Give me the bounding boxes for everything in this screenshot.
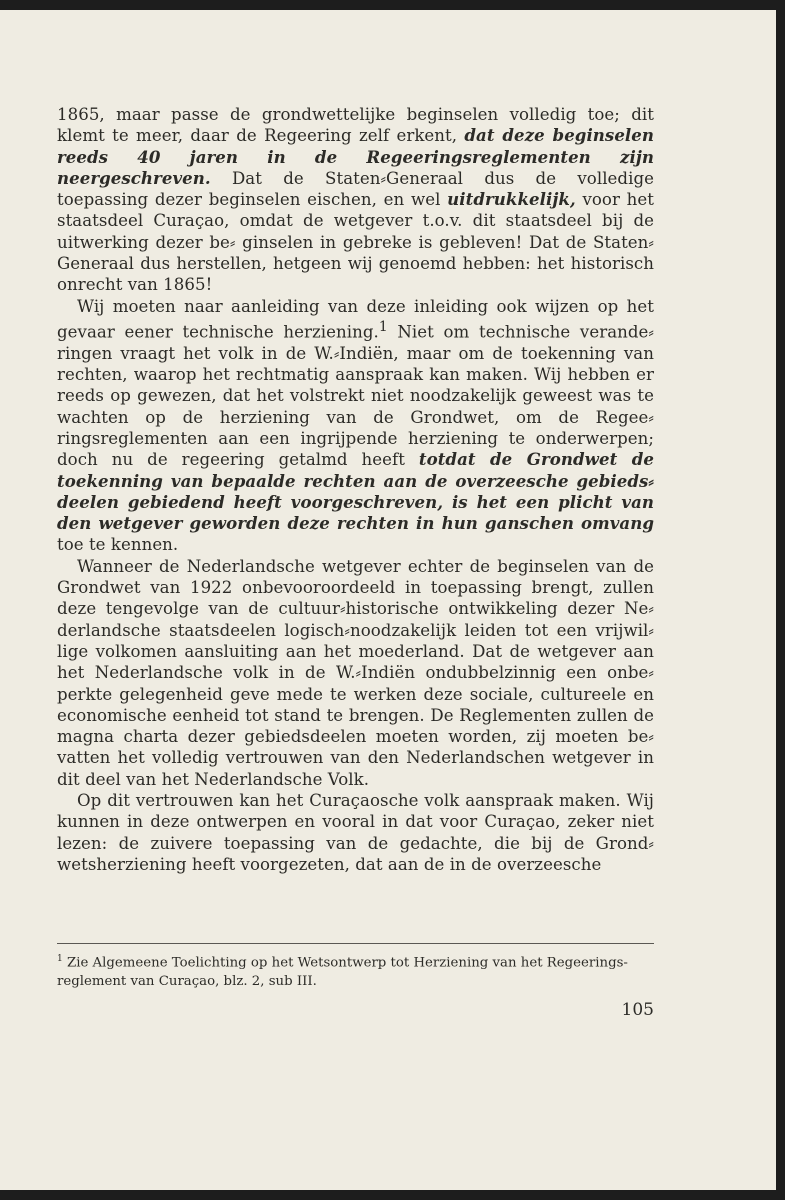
paragraph-1-emphasis-d: uitdrukkelijk, [447,189,576,210]
paragraph-3: Wanneer de Nederlandsche wetgever echter de beginselen van de Grondwet van 1922 onbevooroordeeld in toepassing brengt, zullen deze tengevolge van de cultuur⸗historische ontwikkeling dezer Ne⸗ derlandsche staatsdeelen logisch⸗noodzakelijk leiden tot een vrijwil⸗ lige volkomen aansluiting aan het moederland. Dat de wetgever aan het Nederlandsche volk in de W.⸗Indiën ondubbelzinnig een onbe⸗ perkte gelegenheid geve mede te werken deze sociale, cultureele en economische eenheid tot stand te brengen. De Reglementen zullen de magna charta dezer gebiedsdeelen moeten worden, zij moeten be⸗ vatten het volledig vertrouwen van den Nederlandschen wetgever in dit deel van het Nederlandsche Volk. [57,556,654,789]
paragraph-2-text-b: Niet om technische verande⸗ ringen vraagt het volk in de W.⸗Indiën, maar om de toekenning van rechten, waarop het rechtmatig aanspraak kan maken. Wij hebben er reeds op gewezen, dat het volstrekt niet noodzakelijk geweest was te wachten op de herziening van de Grondwet, om de Regee⸗ ringsreglementen aan een ingrijpende herziening te onderwerpen; doch nu de regeering getalmd heeft [57,322,655,470]
paragraph-1 [57,104,654,296]
page-number: 105 [621,1000,654,1020]
paragraph-4: Op dit vertrouwen kan het Curaçaosche volk aanspraak maken. Wij kunnen in deze ontwerpen en vooral in dat voor Curaçao, zeker niet lezen: de zuivere toepassing van de gedachte, die bij de Grond⸗ wetsherziening heeft voorgezeten, dat aan de in de overzeesche [57,791,654,874]
footnote [57,950,654,991]
footnote-text: Zie Algemeene Toelichting op het Wetsontwerp tot Herziening van het Regeerings- reglement van Curaçao, blz. 2, sub III. [57,955,628,990]
paragraph-1-emphasis-b: dat deze beginselen reeds 40 jaren in de Regeeringsreglementen zijn neergeschreven. [57,125,654,188]
paragraph-2-emphasis-c: totdat de Grondwet de toekenning van bepaalde rechten aan de overzeesche gebieds⸗ deelen gebiedend heeft voorgeschreven, is het een plicht van den wetgever geworden deze rechten in hun ganschen omvang [57,449,654,534]
paragraph-1-text-c: Dat de Staten⸗Generaal dus de volledige toepassing dezer beginselen eischen, en wel [57,168,654,210]
book-page [0,10,776,1190]
footnote-divider [57,943,654,944]
paragraph-2 [57,296,654,556]
paragraph-2-text-a: Wij moeten naar aanleiding van deze inleiding ook wijzen op het gevaar eener technische herziening. [57,296,654,342]
paragraph-1-text-e: voor het staatsdeel Curaçao, omdat de wetgever t.o.v. dit staatsdeel bij de uitwerking dezer be⸗ ginselen in gebreke is gebleven! Dat de Staten⸗Generaal dus herstellen, hetgeen wij genoemd hebben: het historisch onrecht van 1865! [57,190,654,295]
paragraph-1-text-a: 1865, maar passe de grondwettelijke beginselen volledig toe; dit klemt te meer, daar de Regeering zelf erkent, [57,105,654,146]
footnote-marker: 1 [57,954,63,964]
footnote-reference: 1 [378,318,388,335]
paragraph-2-text-d: toe te kennen. [57,535,179,555]
body-text [57,104,654,875]
